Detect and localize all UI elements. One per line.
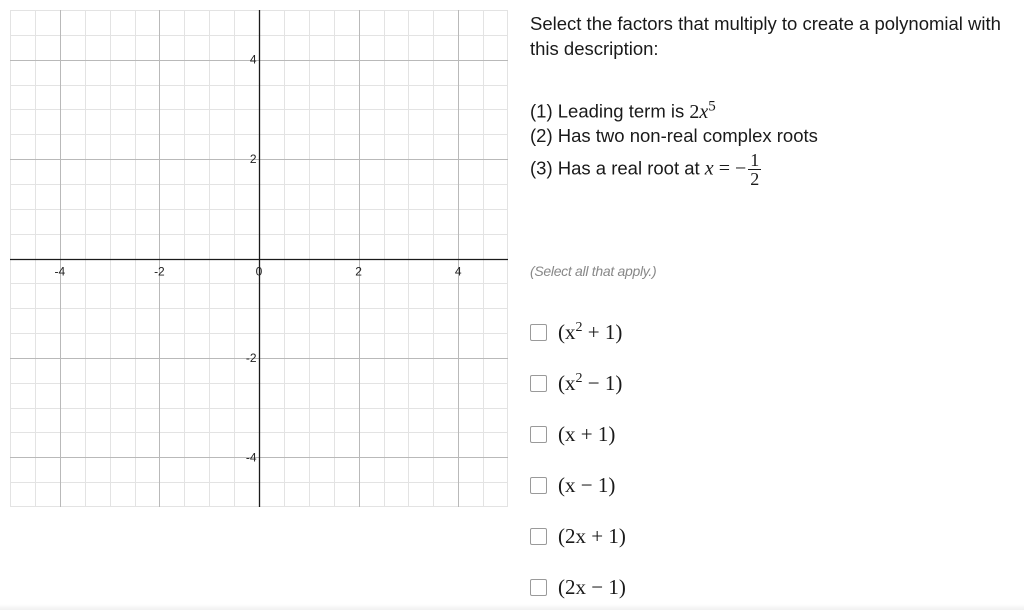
select-all-hint: (Select all that apply.)	[530, 263, 657, 279]
tick-labels	[54, 53, 461, 465]
checkbox[interactable]	[530, 375, 547, 392]
option-2x-plus-1[interactable]	[530, 511, 626, 562]
checkbox[interactable]	[530, 579, 547, 596]
y-tick-label: 2	[249, 152, 257, 167]
condition-leading-term: (1) Leading term is $2x^5$	[530, 98, 716, 123]
x-tick-label: 2	[355, 264, 362, 279]
checkbox[interactable]	[530, 324, 547, 341]
fraction-one-half: $\frac{1}{2}$	[750, 150, 760, 189]
option-x-plus-1[interactable]	[530, 409, 626, 460]
option-label: (x + 1)	[558, 422, 616, 446]
checkbox[interactable]	[530, 477, 547, 494]
y-tick-label: -4	[245, 450, 257, 465]
option-label: $(x^2 + 1)$	[558, 320, 623, 344]
question-prompt: Select the factors that multiply to create a polynomial with this description:	[530, 13, 1001, 59]
real-root-math: x = −	[704, 157, 747, 180]
y-tick-label: 4	[249, 52, 257, 67]
coordinate-graph[interactable]	[10, 10, 508, 507]
checkbox[interactable]	[530, 528, 547, 545]
option-label: (2x − 1)	[558, 575, 626, 599]
condition-complex-roots: (2) Has two non-real complex roots	[530, 125, 818, 146]
conditions-list	[530, 91, 1010, 189]
option-x-squared-minus-1[interactable]	[530, 358, 626, 409]
answer-options	[530, 307, 626, 613]
option-label: (x − 1)	[558, 473, 616, 497]
leading-term-math: $2x^5$	[689, 98, 716, 123]
x-tick-label: -4	[54, 264, 66, 279]
bottom-shadow	[0, 604, 1024, 610]
x-tick-label: -2	[154, 264, 165, 279]
condition-real-root: (3) Has a real root at x = − $\frac{1}{2}$	[530, 150, 760, 189]
x-tick-label: 4	[454, 264, 462, 279]
option-x-minus-1[interactable]	[530, 460, 626, 511]
option-label: $(x^2 - 1)$	[558, 371, 623, 395]
x-tick-label: 0	[255, 264, 263, 279]
question-panel	[530, 11, 1010, 599]
checkbox[interactable]	[530, 426, 547, 443]
option-x-squared-plus-1[interactable]	[530, 307, 626, 358]
y-tick-label: -2	[245, 350, 257, 365]
option-label: (2x + 1)	[558, 524, 626, 548]
